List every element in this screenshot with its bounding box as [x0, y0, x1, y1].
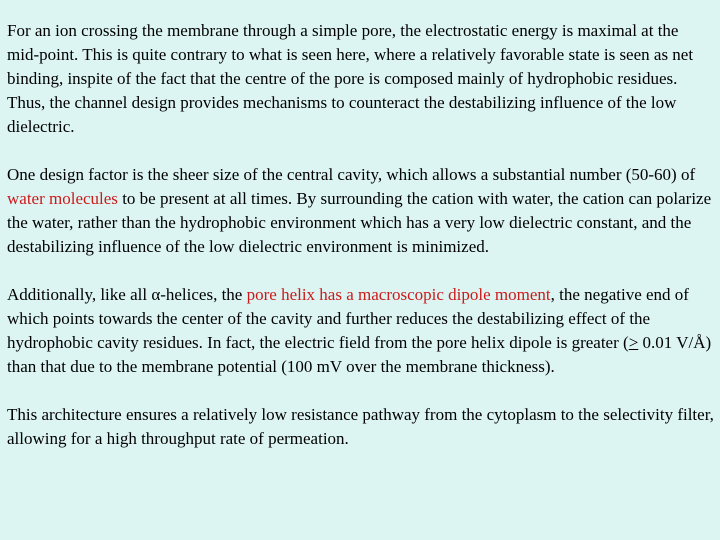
paragraph-central-cavity-text-end: to be present at all times. By surrounding the cation with water, the cation can polarize the water, rather than the hydrophobic environment which has a very low dielectric constant, and the destabilizing influence of the low dielectric environment is minimized.: [7, 189, 712, 256]
highlight-pore-helix-dipole: pore helix has a macroscopic dipole moment: [246, 285, 551, 304]
paragraph-pore-helix-text-middle: , the negative end of which points towards the center of the cavity and further reduces the destabilizing effect of the hydrophobic cavity residues. In fact, the electric field from the pore helix dipole is greater (: [7, 285, 689, 352]
paragraph-central-cavity-text-start: One design factor is the sheer size of the central cavity, which allows a substantial number (50-60) of: [7, 165, 696, 184]
paragraph-central-cavity: [7, 163, 714, 259]
greater-than-symbol: >: [628, 333, 639, 352]
paragraph-pore-helix-text-end: 0.01 V/Å) than that due to the membrane potential (100 mV over the membrane thickness).: [7, 333, 712, 376]
paragraph-pore-helix-text-start: Additionally, like all α-helices, the: [7, 285, 247, 304]
paragraph-pore-helix-dipole: [7, 283, 714, 379]
highlight-water-molecules: water molecules: [7, 189, 118, 208]
paragraph-ion-crossing: For an ion crossing the membrane through a simple pore, the electrostatic energy is maximal at the mid-point. This is quite contrary to what is seen here, where a relatively favorable state is seen as net binding, inspite of the fact that the centre of the pore is composed mainly of hydrophobic residues. Thus, the channel design provides mechanisms to counteract the destabilizing influence of the low dielectric.: [7, 21, 694, 136]
paragraph-architecture: This architecture ensures a relatively low resistance pathway from the cytoplasm to the selectivity filter, allowing for a high throughput rate of permeation.: [7, 405, 714, 448]
